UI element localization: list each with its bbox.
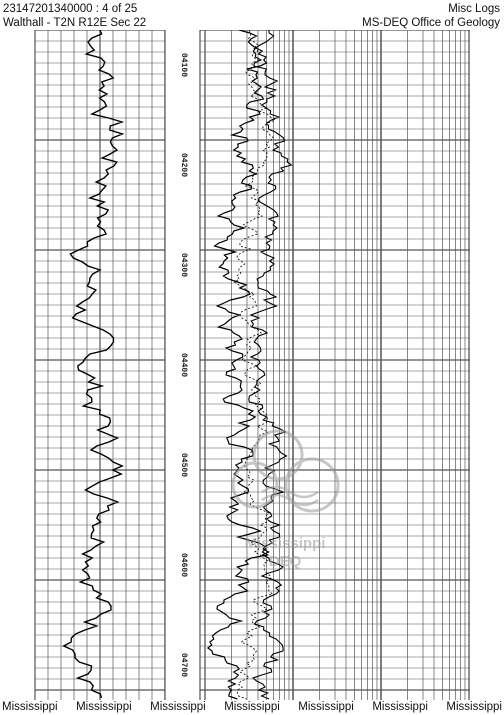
well-location: Walthall - T2N R12E Sec 22 (3, 17, 147, 29)
depth-label: 04600 (179, 552, 188, 578)
depth-label: 04300 (179, 252, 188, 278)
footer-label: Mississippi (2, 701, 58, 713)
depth-label: 04700 (179, 652, 188, 678)
document-type: Misc Logs (448, 3, 500, 15)
well-log-image (0, 30, 504, 700)
watermark-line1: Mississippi (244, 535, 326, 552)
footer-label: Mississippi (446, 701, 502, 713)
depth-label: 04500 (179, 452, 188, 478)
footer-label: Mississippi (298, 701, 354, 713)
depth-label: 04200 (179, 152, 188, 178)
well-id-page: 23147201340000 : 4 of 25 (3, 3, 138, 15)
footer-label: Mississippi (224, 701, 280, 713)
footer-label: Mississippi (76, 701, 132, 713)
footer-watermark (0, 700, 504, 715)
depth-label: 04100 (179, 52, 188, 78)
footer-label: Mississippi (150, 701, 206, 713)
agency-name: MS-DEQ Office of Geology (362, 17, 500, 29)
watermark-line2: DEQ (268, 553, 302, 570)
depth-label: 04400 (179, 352, 188, 378)
footer-label: Mississippi (372, 701, 428, 713)
